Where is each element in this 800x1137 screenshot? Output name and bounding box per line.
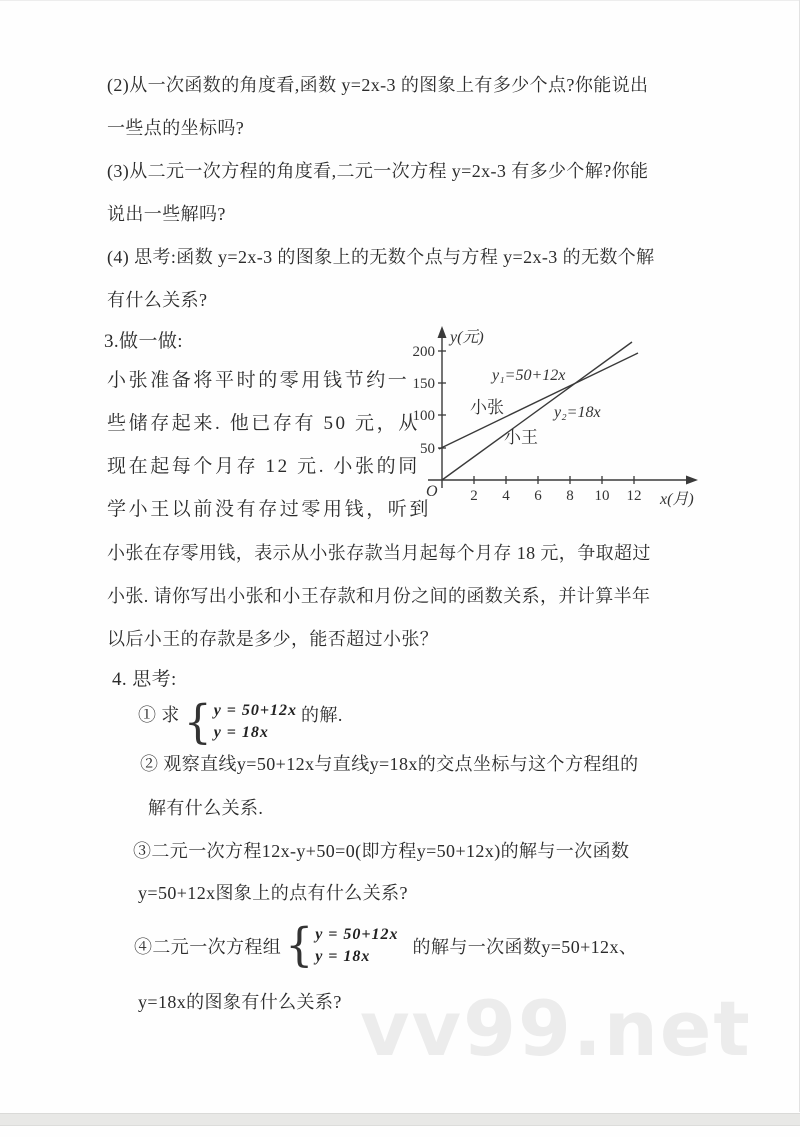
x-axis-arrow-icon: [686, 476, 698, 485]
x-tick-label: 12: [626, 488, 642, 504]
watermark: vv99.net: [360, 984, 752, 1073]
page-top-edge: [0, 0, 800, 1]
item-4-prefix: ④二元一次方程组: [134, 937, 282, 957]
section-3-text-line: 小张. 请你写出小张和小王存款和月份之间的函数关系，并计算半年: [107, 586, 651, 606]
series-2-name-label: 小王: [504, 428, 538, 447]
item-3-line-1: ③二元一次方程12x-y+50=0(即方程y=50+12x)的解与一次函数: [133, 841, 630, 861]
equation-2: y = 18x: [315, 948, 371, 965]
brace-icon: {: [285, 918, 314, 973]
origin-label: O: [426, 483, 438, 500]
item-4-equation-system: [134, 920, 637, 972]
question-2-line-2: 一些点的坐标吗?: [107, 118, 245, 138]
equation-1: y = 50+12x: [213, 702, 298, 719]
savings-line-chart: [412, 318, 712, 521]
item-1-equation-system: [138, 695, 343, 750]
equation-2: y = 18x: [213, 724, 269, 741]
series-1-equation-label: y₁=50+12x: [492, 367, 566, 384]
equation-stack: [315, 924, 398, 968]
equation-stack: [214, 700, 297, 744]
section-3-text-line: 些储存起来. 他已存有 50 元，从: [107, 413, 420, 434]
question-2-line-1: (2)从一次函数的角度看,函数 y=2x-3 的图象上有多少个点?你能说出: [107, 75, 649, 95]
x-tick-label: 8: [566, 488, 574, 504]
y-tick-label: 150: [412, 376, 435, 392]
y-tick-label: 100: [412, 408, 435, 424]
item-2-line-2: 解有什么关系.: [148, 798, 264, 818]
y-axis-label: y(元): [450, 329, 484, 346]
x-axis-label: x(月): [660, 491, 694, 508]
section-3-text-line: 以后小王的存款是多少，能否超过小张？: [107, 629, 439, 649]
x-tick-label: 2: [470, 488, 478, 504]
section-3-heading: 3.做一做:: [104, 331, 183, 352]
page-separator-bar: [0, 1113, 800, 1126]
section-3-text-line: 小张准备将平时的零用钱节约一: [107, 370, 410, 391]
series-2-equation-label: y₂=18x: [554, 404, 601, 421]
item-1-prefix: ① 求: [138, 705, 180, 725]
series-1-name-label: 小张: [470, 398, 504, 417]
item-2-line-1: ② 观察直线y=50+12x与直线y=18x的交点坐标与这个方程组的: [140, 754, 639, 774]
question-4-line-2: 有什么关系?: [107, 290, 208, 310]
y-axis-arrow-icon: [438, 326, 447, 338]
section-3-text-line: 现在起每个月存 12 元. 小张的同: [107, 456, 420, 477]
brace-icon: {: [183, 695, 212, 750]
y-tick-label: 50: [420, 441, 435, 457]
item-1-suffix: 的解.: [301, 705, 343, 725]
x-tick-label: 4: [502, 488, 510, 504]
x-tick-label: 10: [594, 488, 610, 504]
question-3-line-1: (3)从二元一次方程的角度看,二元一次方程 y=2x-3 有多少个解?你能: [107, 161, 649, 181]
y-tick-label: 200: [412, 344, 435, 360]
question-3-line-2: 说出一些解吗?: [107, 204, 226, 224]
section-4-heading: 4. 思考:: [112, 669, 177, 690]
question-4-line-1: (4) 思考:函数 y=2x-3 的图象上的无数个点与方程 y=2x-3 的无数个解: [107, 247, 655, 267]
chart-canvas: [412, 318, 712, 516]
section-3-text-line: 小张在存零用钱，表示从小张存款当月起每个月存 18 元，争取超过: [107, 543, 651, 563]
item-4-line-2: y=18x的图象有什么关系?: [138, 992, 342, 1012]
item-4-middle: 的解与一次函数y=50+12x、: [412, 937, 638, 957]
x-tick-label: 6: [534, 488, 542, 504]
item-3-line-2: y=50+12x图象上的点有什么关系?: [138, 883, 408, 903]
section-3-text-line: 学小王以前没有存过零用钱，听到: [107, 499, 432, 520]
equation-1: y = 50+12x: [315, 926, 399, 943]
